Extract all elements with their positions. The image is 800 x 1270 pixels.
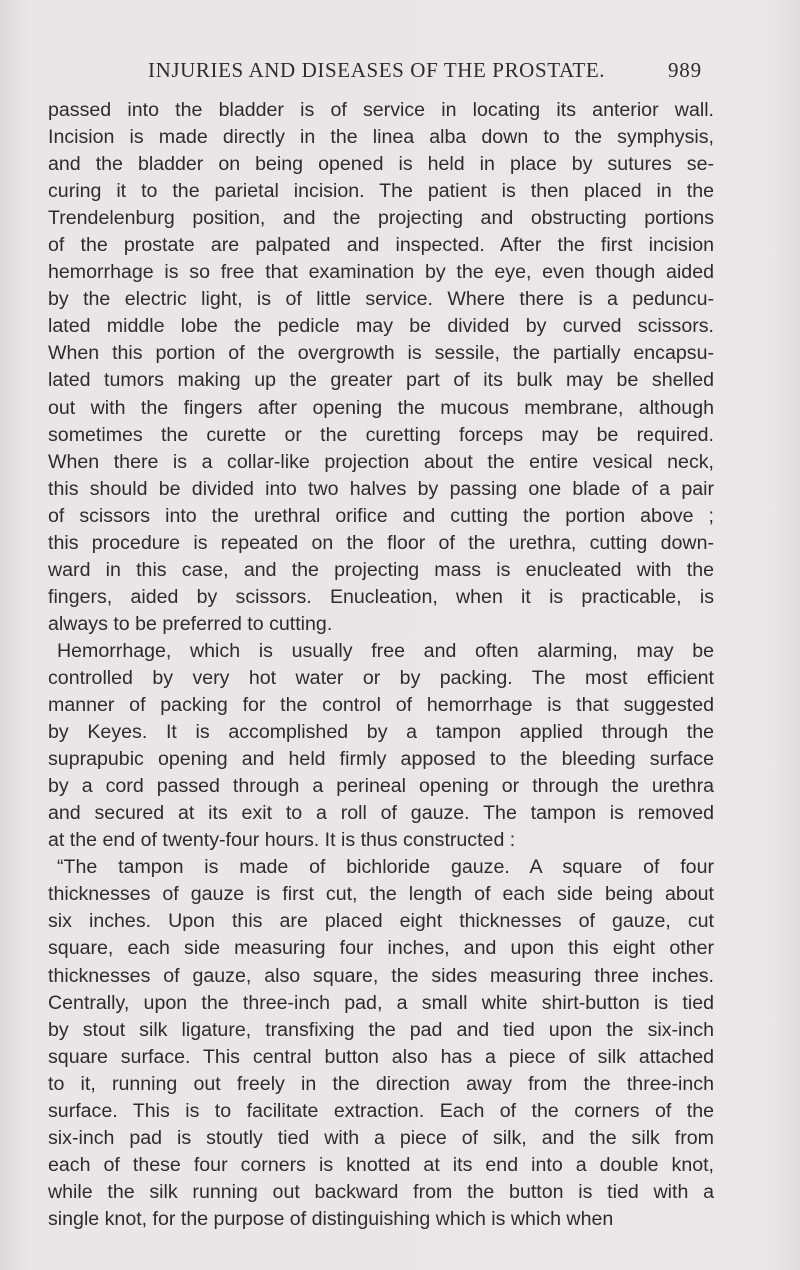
text-line: while the silk running out backward from the button is tied with a xyxy=(48,1180,714,1203)
running-title: INJURIES AND DISEASES OF THE PROSTATE. xyxy=(148,58,606,82)
text-line: thicknesses of gauze, also square, the sides measuring three inches. xyxy=(48,964,714,987)
text-line: manner of packing for the control of hemorrhage is that suggested xyxy=(48,694,714,717)
text-line: When this portion of the overgrowth is sessile, the partially encapsu- xyxy=(48,342,714,365)
text-line: thicknesses of gauze is first cut, the length of each side being about xyxy=(48,883,714,906)
text-line: each of these four corners is knotted at its end into a double knot, xyxy=(48,1153,714,1176)
text-line: to it, running out freely in the direction away from the three-inch xyxy=(48,1072,714,1095)
text-line: passed into the bladder is of service in locating its anterior wall. xyxy=(48,99,714,121)
text-line: ward in this case, and the projecting mass is enucleated with the xyxy=(48,558,714,581)
text-line: fingers, aided by scissors. Enucleation, when it is practicable, is xyxy=(48,585,714,608)
text-line: always to be preferred to cutting. xyxy=(48,612,333,635)
text-line: this procedure is repeated on the floor of the urethra, cutting down- xyxy=(48,531,714,554)
text-line: at the end of twenty-four hours. It is thus constructed : xyxy=(48,829,516,852)
text-line: surface. This is to facilitate extraction. Each of the corners of the xyxy=(48,1099,714,1122)
text-line: Incision is made directly in the linea alba down to the symphysis, xyxy=(48,126,714,149)
text-line: Centrally, upon the three-inch pad, a small white shirt-button is tied xyxy=(48,991,714,1014)
text-line: lated middle lobe the pedicle may be divided by curved scissors. xyxy=(48,315,714,338)
text-line: When there is a collar-like projection about the entire vesical neck, xyxy=(48,450,714,473)
text-line: and the bladder on being opened is held in place by sutures se- xyxy=(48,153,714,176)
text-line: suprapubic opening and held firmly apposed to the bleeding surface xyxy=(48,748,714,771)
page-header xyxy=(0,58,800,90)
text-line: controlled by very hot water or by packing. The most efficient xyxy=(48,666,714,689)
text-line: single knot, for the purpose of distinguishing which is which when xyxy=(48,1207,614,1230)
text-line: by a cord passed through a perineal opening or through the urethra xyxy=(48,775,714,798)
body-text xyxy=(48,97,714,1233)
text-line: and secured at its exit to a roll of gauze. The tampon is removed xyxy=(48,802,714,825)
text-line: by the electric light, is of little service. Where there is a peduncu- xyxy=(48,288,714,311)
text-line: of scissors into the urethral orifice and cutting the portion above ; xyxy=(48,504,714,527)
text-line: Trendelenburg position, and the projecting and obstructing portions xyxy=(48,207,714,230)
text-line: sometimes the curette or the curetting forceps may be required. xyxy=(48,423,714,446)
text-line: six-inch pad is stoutly tied with a piece of silk, and the silk from xyxy=(48,1126,714,1149)
text-line: by stout silk ligature, transfixing the pad and tied upon the six-inch xyxy=(48,1018,714,1041)
text-line: Hemorrhage, which is usually free and often alarming, may be xyxy=(57,639,714,662)
text-line: this should be divided into two halves by passing one blade of a pair xyxy=(48,477,714,500)
text-line: of the prostate are palpated and inspected. After the first incision xyxy=(48,234,714,257)
text-line: square, each side measuring four inches, and upon this eight other xyxy=(48,937,714,960)
text-line: lated tumors making up the greater part of its bulk may be shelled xyxy=(48,369,714,392)
text-line: by Keyes. It is accomplished by a tampon applied through the xyxy=(48,721,714,744)
text-line: hemorrhage is so free that examination by the eye, even though aided xyxy=(48,261,714,284)
text-line: square surface. This central button also has a piece of silk attached xyxy=(48,1045,714,1068)
page-number: 989 xyxy=(668,58,702,82)
text-line: six inches. Upon this are placed eight thicknesses of gauze, cut xyxy=(48,910,714,933)
text-line: curing it to the parietal incision. The patient is then placed in the xyxy=(48,180,714,203)
text-line: “The tampon is made of bichloride gauze. A square of four xyxy=(57,856,714,879)
text-line: out with the fingers after opening the mucous membrane, although xyxy=(48,396,714,419)
